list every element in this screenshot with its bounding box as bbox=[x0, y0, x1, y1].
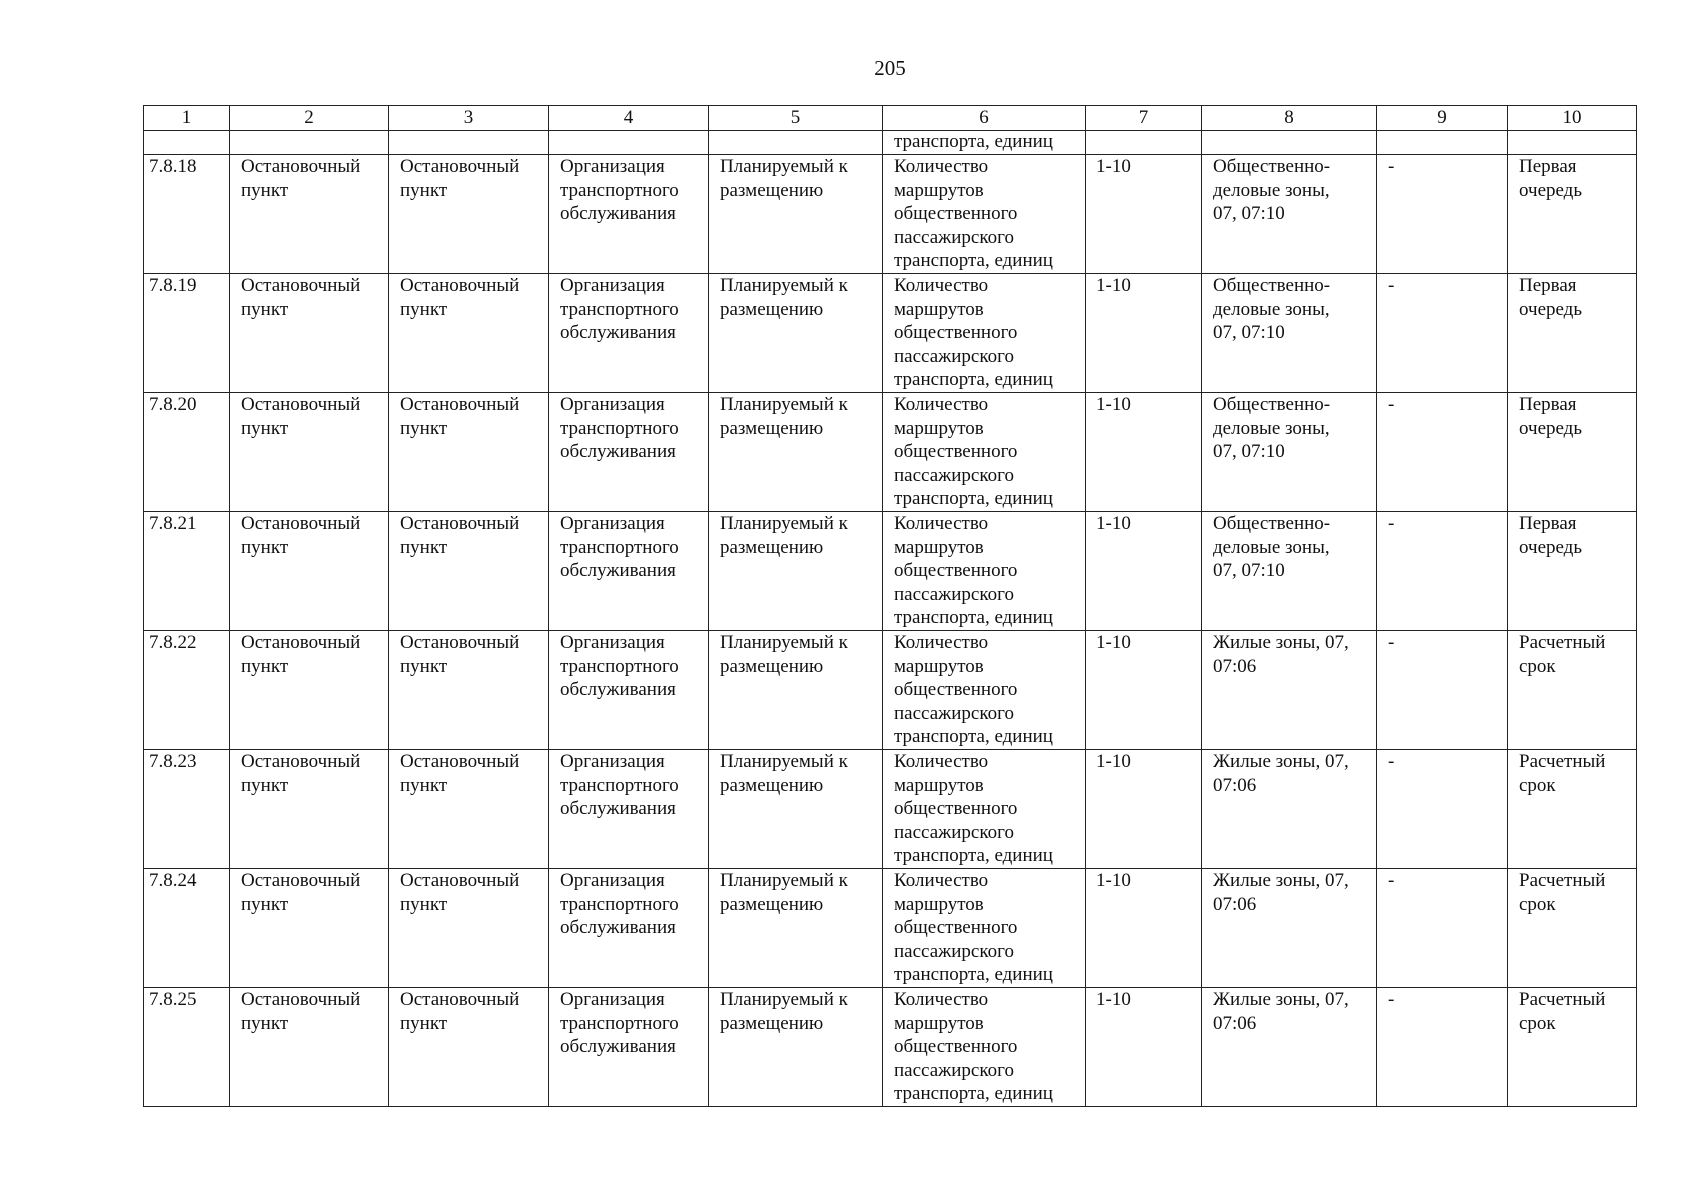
row-number-cell: 7.8.21 bbox=[144, 512, 230, 631]
cell-text-line: Общественно- bbox=[1213, 156, 1331, 177]
zone-cell bbox=[1202, 274, 1377, 393]
column-header: 5 bbox=[709, 106, 883, 131]
cell-text-line: общественного bbox=[894, 441, 1018, 462]
table-cell bbox=[549, 131, 709, 155]
cell-text-line: 07, 07:10 bbox=[1213, 203, 1285, 224]
cell-text-line: транспортного bbox=[560, 655, 679, 677]
cell-text-line: Планируемый к bbox=[720, 275, 848, 296]
cell-text-line: пункт bbox=[400, 536, 448, 558]
function-cell bbox=[549, 869, 709, 988]
cell-text-line: пункт bbox=[400, 893, 448, 915]
cell-text-line: Жилые зоны, 07, bbox=[1213, 870, 1349, 891]
table-row bbox=[144, 988, 1637, 1107]
value-cell: 1-10 bbox=[1086, 274, 1202, 393]
status-cell bbox=[709, 750, 883, 869]
function-cell bbox=[549, 155, 709, 274]
row-number-cell: 7.8.19 bbox=[144, 274, 230, 393]
cell-text-line: транспортного bbox=[560, 774, 679, 796]
cell-text-line: общественного bbox=[894, 679, 1018, 700]
cell-text-line: 07:06 bbox=[1213, 893, 1257, 915]
cell-text-line: срок bbox=[1519, 1012, 1556, 1034]
cell-text-line: Остановочный bbox=[241, 989, 361, 1010]
object-type-cell bbox=[389, 869, 549, 988]
cell-text-line: обслуживания bbox=[560, 798, 676, 819]
cell-text-line: пункт bbox=[241, 536, 289, 558]
table-row bbox=[144, 155, 1637, 274]
value-cell: 1-10 bbox=[1086, 869, 1202, 988]
cell-text-line: пассажирского bbox=[894, 345, 1014, 367]
cell-text-line: Жилые зоны, 07, bbox=[1213, 632, 1349, 653]
notes-cell: - bbox=[1377, 631, 1508, 750]
characteristic-cell bbox=[883, 750, 1086, 869]
cell-text-line: транспорта, единиц bbox=[894, 1083, 1053, 1104]
cell-text-line: пассажирского bbox=[894, 464, 1014, 486]
continuation-row bbox=[144, 131, 1637, 155]
cell-text-line: Остановочный bbox=[241, 394, 361, 415]
value-cell: 1-10 bbox=[1086, 155, 1202, 274]
column-header: 10 bbox=[1508, 106, 1637, 131]
cell-text-line: транспортного bbox=[560, 417, 679, 439]
cell-text-line: Остановочный bbox=[241, 870, 361, 891]
cell-text-line: Организация bbox=[560, 870, 665, 891]
cell-text-line: транспортного bbox=[560, 298, 679, 320]
cell-text-line: пункт bbox=[241, 893, 289, 915]
cell-text-line: Остановочный bbox=[241, 513, 361, 534]
cell-text-line: Количество bbox=[894, 394, 989, 415]
cell-text-line: 07, 07:10 bbox=[1213, 560, 1285, 581]
table-row bbox=[144, 512, 1637, 631]
cell-text-line: Организация bbox=[560, 751, 665, 772]
table-row bbox=[144, 393, 1637, 512]
cell-text-line: транспортного bbox=[560, 179, 679, 201]
zone-cell bbox=[1202, 750, 1377, 869]
object-name-cell bbox=[230, 869, 389, 988]
table-cell bbox=[1202, 131, 1377, 155]
object-name-cell bbox=[230, 631, 389, 750]
cell-text-line: Остановочный bbox=[400, 156, 520, 177]
function-cell bbox=[549, 988, 709, 1107]
cell-text-line: транспорта, единиц bbox=[894, 964, 1053, 985]
cell-text-line: пункт bbox=[400, 298, 448, 320]
cell-text-line: срок bbox=[1519, 893, 1556, 915]
cell-text-line: маршрутов bbox=[894, 1012, 984, 1034]
cell-text-line: Остановочный bbox=[400, 513, 520, 534]
cell-text-line: размещению bbox=[720, 179, 824, 201]
cell-text-line: Остановочный bbox=[241, 275, 361, 296]
cell-text-line: Остановочный bbox=[400, 275, 520, 296]
cell-text-line: обслуживания bbox=[560, 441, 676, 462]
cell-text-line: пункт bbox=[400, 774, 448, 796]
cell-text-line: общественного bbox=[894, 322, 1018, 343]
zone-cell bbox=[1202, 512, 1377, 631]
row-number-cell: 7.8.18 bbox=[144, 155, 230, 274]
cell-text-line: маршрутов bbox=[894, 298, 984, 320]
cell-text-line: очередь bbox=[1519, 417, 1583, 439]
row-number-cell: 7.8.23 bbox=[144, 750, 230, 869]
cell-text-line: обслуживания bbox=[560, 679, 676, 700]
column-header: 2 bbox=[230, 106, 389, 131]
cell-text-line: Количество bbox=[894, 870, 989, 891]
cell-text-line: Первая bbox=[1519, 275, 1577, 296]
cell-text-line: Первая bbox=[1519, 394, 1577, 415]
cell-text-line: Планируемый к bbox=[720, 870, 848, 891]
cell-text-line: пункт bbox=[241, 1012, 289, 1034]
cell-text-line: размещению bbox=[720, 536, 824, 558]
notes-cell: - bbox=[1377, 155, 1508, 274]
table-row bbox=[144, 750, 1637, 869]
zone-cell bbox=[1202, 869, 1377, 988]
cell-text-line: транспорта, единиц bbox=[894, 488, 1053, 509]
cell-text-line: размещению bbox=[720, 1012, 824, 1034]
characteristic-cell bbox=[883, 512, 1086, 631]
table-cell: транспорта, единиц bbox=[883, 131, 1086, 155]
notes-cell: - bbox=[1377, 512, 1508, 631]
cell-text-line: Планируемый к bbox=[720, 156, 848, 177]
cell-text-line: Планируемый к bbox=[720, 751, 848, 772]
status-cell bbox=[709, 512, 883, 631]
cell-text-line: Расчетный bbox=[1519, 870, 1606, 891]
cell-text-line: Общественно- bbox=[1213, 513, 1331, 534]
row-number-cell: 7.8.22 bbox=[144, 631, 230, 750]
cell-text-line: пассажирского bbox=[894, 821, 1014, 843]
cell-text-line: общественного bbox=[894, 560, 1018, 581]
characteristic-cell bbox=[883, 393, 1086, 512]
stage-cell bbox=[1508, 750, 1637, 869]
stage-cell bbox=[1508, 988, 1637, 1107]
function-cell bbox=[549, 274, 709, 393]
cell-text-line: Количество bbox=[894, 275, 989, 296]
cell-text-line: Остановочный bbox=[241, 751, 361, 772]
characteristic-cell bbox=[883, 988, 1086, 1107]
cell-text-line: размещению bbox=[720, 655, 824, 677]
cell-text-line: Остановочный bbox=[400, 989, 520, 1010]
cell-text-line: деловые зоны, bbox=[1213, 298, 1330, 320]
cell-text-line: транспортного bbox=[560, 1012, 679, 1034]
cell-text-line: размещению bbox=[720, 893, 824, 915]
characteristic-cell bbox=[883, 631, 1086, 750]
cell-text-line: Количество bbox=[894, 156, 989, 177]
cell-text-line: Количество bbox=[894, 751, 989, 772]
cell-text-line: деловые зоны, bbox=[1213, 179, 1330, 201]
cell-text-line: Остановочный bbox=[400, 394, 520, 415]
stage-cell bbox=[1508, 155, 1637, 274]
cell-text-line: Планируемый к bbox=[720, 394, 848, 415]
cell-text-line: 07:06 bbox=[1213, 655, 1257, 677]
cell-text-line: Организация bbox=[560, 275, 665, 296]
zone-cell bbox=[1202, 988, 1377, 1107]
cell-text-line: пункт bbox=[241, 655, 289, 677]
object-type-cell bbox=[389, 512, 549, 631]
cell-text-line: транспорта, единиц bbox=[894, 607, 1053, 628]
cell-text-line: общественного bbox=[894, 798, 1018, 819]
cell-text-line: транспорта, единиц bbox=[894, 845, 1053, 866]
cell-text-line: размещению bbox=[720, 774, 824, 796]
column-header: 9 bbox=[1377, 106, 1508, 131]
notes-cell: - bbox=[1377, 274, 1508, 393]
cell-text-line: транспортного bbox=[560, 536, 679, 558]
cell-text-line: Организация bbox=[560, 394, 665, 415]
cell-text-line: 07:06 bbox=[1213, 1012, 1257, 1034]
status-cell bbox=[709, 869, 883, 988]
row-number-cell: 7.8.20 bbox=[144, 393, 230, 512]
cell-text-line: Остановочный bbox=[400, 870, 520, 891]
table-cell bbox=[709, 131, 883, 155]
column-header: 6 bbox=[883, 106, 1086, 131]
cell-text-line: пассажирского bbox=[894, 583, 1014, 605]
cell-text-line: обслуживания bbox=[560, 1036, 676, 1057]
cell-text-line: срок bbox=[1519, 774, 1556, 796]
object-type-cell bbox=[389, 155, 549, 274]
cell-text-line: транспорта, единиц bbox=[894, 726, 1053, 747]
object-name-cell bbox=[230, 393, 389, 512]
table-cell bbox=[389, 131, 549, 155]
cell-text-line: Организация bbox=[560, 632, 665, 653]
cell-text-line: 07, 07:10 bbox=[1213, 441, 1285, 462]
table-row bbox=[144, 869, 1637, 988]
cell-text-line: очередь bbox=[1519, 536, 1583, 558]
column-header: 3 bbox=[389, 106, 549, 131]
cell-text-line: пассажирского bbox=[894, 940, 1014, 962]
cell-text-line: пассажирского bbox=[894, 1059, 1014, 1081]
row-number-cell: 7.8.24 bbox=[144, 869, 230, 988]
cell-text-line: маршрутов bbox=[894, 179, 984, 201]
object-type-cell bbox=[389, 274, 549, 393]
function-cell bbox=[549, 750, 709, 869]
cell-text-line: Расчетный bbox=[1519, 989, 1606, 1010]
stage-cell bbox=[1508, 869, 1637, 988]
header-row bbox=[144, 106, 1637, 131]
cell-text-line: Общественно- bbox=[1213, 275, 1331, 296]
status-cell bbox=[709, 393, 883, 512]
cell-text-line: 07, 07:10 bbox=[1213, 322, 1285, 343]
cell-text-line: Остановочный bbox=[241, 632, 361, 653]
notes-cell: - bbox=[1377, 869, 1508, 988]
notes-cell: - bbox=[1377, 750, 1508, 869]
characteristic-cell bbox=[883, 869, 1086, 988]
cell-text-line: пункт bbox=[400, 417, 448, 439]
cell-text-line: размещению bbox=[720, 298, 824, 320]
object-name-cell bbox=[230, 750, 389, 869]
cell-text-line: пункт bbox=[400, 655, 448, 677]
cell-text-line: маршрутов bbox=[894, 655, 984, 677]
cell-text-line: Количество bbox=[894, 513, 989, 534]
cell-text-line: Планируемый к bbox=[720, 632, 848, 653]
cell-text-line: очередь bbox=[1519, 298, 1583, 320]
table-cell bbox=[230, 131, 389, 155]
cell-text-line: Первая bbox=[1519, 156, 1577, 177]
value-cell: 1-10 bbox=[1086, 988, 1202, 1107]
page-number: 205 bbox=[874, 56, 906, 80]
table-row bbox=[144, 274, 1637, 393]
cell-text-line: Жилые зоны, 07, bbox=[1213, 989, 1349, 1010]
status-cell bbox=[709, 988, 883, 1107]
table-cell bbox=[1508, 131, 1637, 155]
cell-text-line: обслуживания bbox=[560, 560, 676, 581]
cell-text-line: пункт bbox=[241, 298, 289, 320]
row-number-cell: 7.8.25 bbox=[144, 988, 230, 1107]
cell-text-line: пассажирского bbox=[894, 702, 1014, 724]
table-cell bbox=[1377, 131, 1508, 155]
cell-text-line: маршрутов bbox=[894, 774, 984, 796]
table-cell bbox=[1086, 131, 1202, 155]
function-cell bbox=[549, 631, 709, 750]
cell-text-line: обслуживания bbox=[560, 917, 676, 938]
cell-text-line: пункт bbox=[241, 417, 289, 439]
cell-text-line: пункт bbox=[241, 179, 289, 201]
value-cell: 1-10 bbox=[1086, 631, 1202, 750]
cell-text-line: размещению bbox=[720, 417, 824, 439]
status-cell bbox=[709, 274, 883, 393]
object-name-cell bbox=[230, 988, 389, 1107]
cell-text-line: Планируемый к bbox=[720, 989, 848, 1010]
cell-text-line: очередь bbox=[1519, 179, 1583, 201]
object-type-cell bbox=[389, 750, 549, 869]
object-type-cell bbox=[389, 631, 549, 750]
cell-text-line: Организация bbox=[560, 156, 665, 177]
cell-text-line: деловые зоны, bbox=[1213, 536, 1330, 558]
column-header: 4 bbox=[549, 106, 709, 131]
cell-text-line: Расчетный bbox=[1519, 751, 1606, 772]
table-cell bbox=[144, 131, 230, 155]
cell-text-line: маршрутов bbox=[894, 893, 984, 915]
object-name-cell bbox=[230, 274, 389, 393]
zone-cell bbox=[1202, 393, 1377, 512]
cell-text-line: Остановочный bbox=[241, 156, 361, 177]
cell-text-line: Планируемый к bbox=[720, 513, 848, 534]
cell-text-line: Остановочный bbox=[400, 751, 520, 772]
cell-text-line: маршрутов bbox=[894, 417, 984, 439]
value-cell: 1-10 bbox=[1086, 393, 1202, 512]
cell-text-line: пункт bbox=[400, 1012, 448, 1034]
cell-text-line: транспортного bbox=[560, 893, 679, 915]
cell-text-line: пункт bbox=[400, 179, 448, 201]
cell-text-line: срок bbox=[1519, 655, 1556, 677]
cell-text-line: общественного bbox=[894, 203, 1018, 224]
object-name-cell bbox=[230, 512, 389, 631]
cell-text-line: Остановочный bbox=[400, 632, 520, 653]
cell-text-line: Общественно- bbox=[1213, 394, 1331, 415]
cell-text-line: Первая bbox=[1519, 513, 1577, 534]
document-table bbox=[143, 105, 1637, 1107]
column-header: 7 bbox=[1086, 106, 1202, 131]
cell-text-line: Организация bbox=[560, 989, 665, 1010]
status-cell bbox=[709, 155, 883, 274]
cell-text-line: деловые зоны, bbox=[1213, 417, 1330, 439]
stage-cell bbox=[1508, 631, 1637, 750]
cell-text-line: Количество bbox=[894, 989, 989, 1010]
cell-text-line: пассажирского bbox=[894, 226, 1014, 248]
cell-text-line: обслуживания bbox=[560, 203, 676, 224]
value-cell: 1-10 bbox=[1086, 750, 1202, 869]
cell-text-line: Организация bbox=[560, 513, 665, 534]
column-header: 8 bbox=[1202, 106, 1377, 131]
cell-text-line: общественного bbox=[894, 917, 1018, 938]
status-cell bbox=[709, 631, 883, 750]
notes-cell: - bbox=[1377, 393, 1508, 512]
characteristic-cell bbox=[883, 155, 1086, 274]
table-body bbox=[144, 131, 1637, 1107]
cell-text-line: транспорта, единиц bbox=[894, 250, 1053, 271]
cell-text-line: обслуживания bbox=[560, 322, 676, 343]
table-row bbox=[144, 631, 1637, 750]
cell-text-line: общественного bbox=[894, 1036, 1018, 1057]
notes-cell: - bbox=[1377, 988, 1508, 1107]
function-cell bbox=[549, 393, 709, 512]
function-cell bbox=[549, 512, 709, 631]
cell-text-line: маршрутов bbox=[894, 536, 984, 558]
stage-cell bbox=[1508, 274, 1637, 393]
zone-cell bbox=[1202, 155, 1377, 274]
column-header: 1 bbox=[144, 106, 230, 131]
value-cell: 1-10 bbox=[1086, 512, 1202, 631]
object-type-cell bbox=[389, 988, 549, 1107]
cell-text-line: Количество bbox=[894, 632, 989, 653]
cell-text-line: Жилые зоны, 07, bbox=[1213, 751, 1349, 772]
cell-text-line: пункт bbox=[241, 774, 289, 796]
cell-text-line: 07:06 bbox=[1213, 774, 1257, 796]
stage-cell bbox=[1508, 393, 1637, 512]
object-type-cell bbox=[389, 393, 549, 512]
zone-cell bbox=[1202, 631, 1377, 750]
characteristic-cell bbox=[883, 274, 1086, 393]
cell-text-line: Расчетный bbox=[1519, 632, 1606, 653]
cell-text-line: транспорта, единиц bbox=[894, 369, 1053, 390]
object-name-cell bbox=[230, 155, 389, 274]
stage-cell bbox=[1508, 512, 1637, 631]
